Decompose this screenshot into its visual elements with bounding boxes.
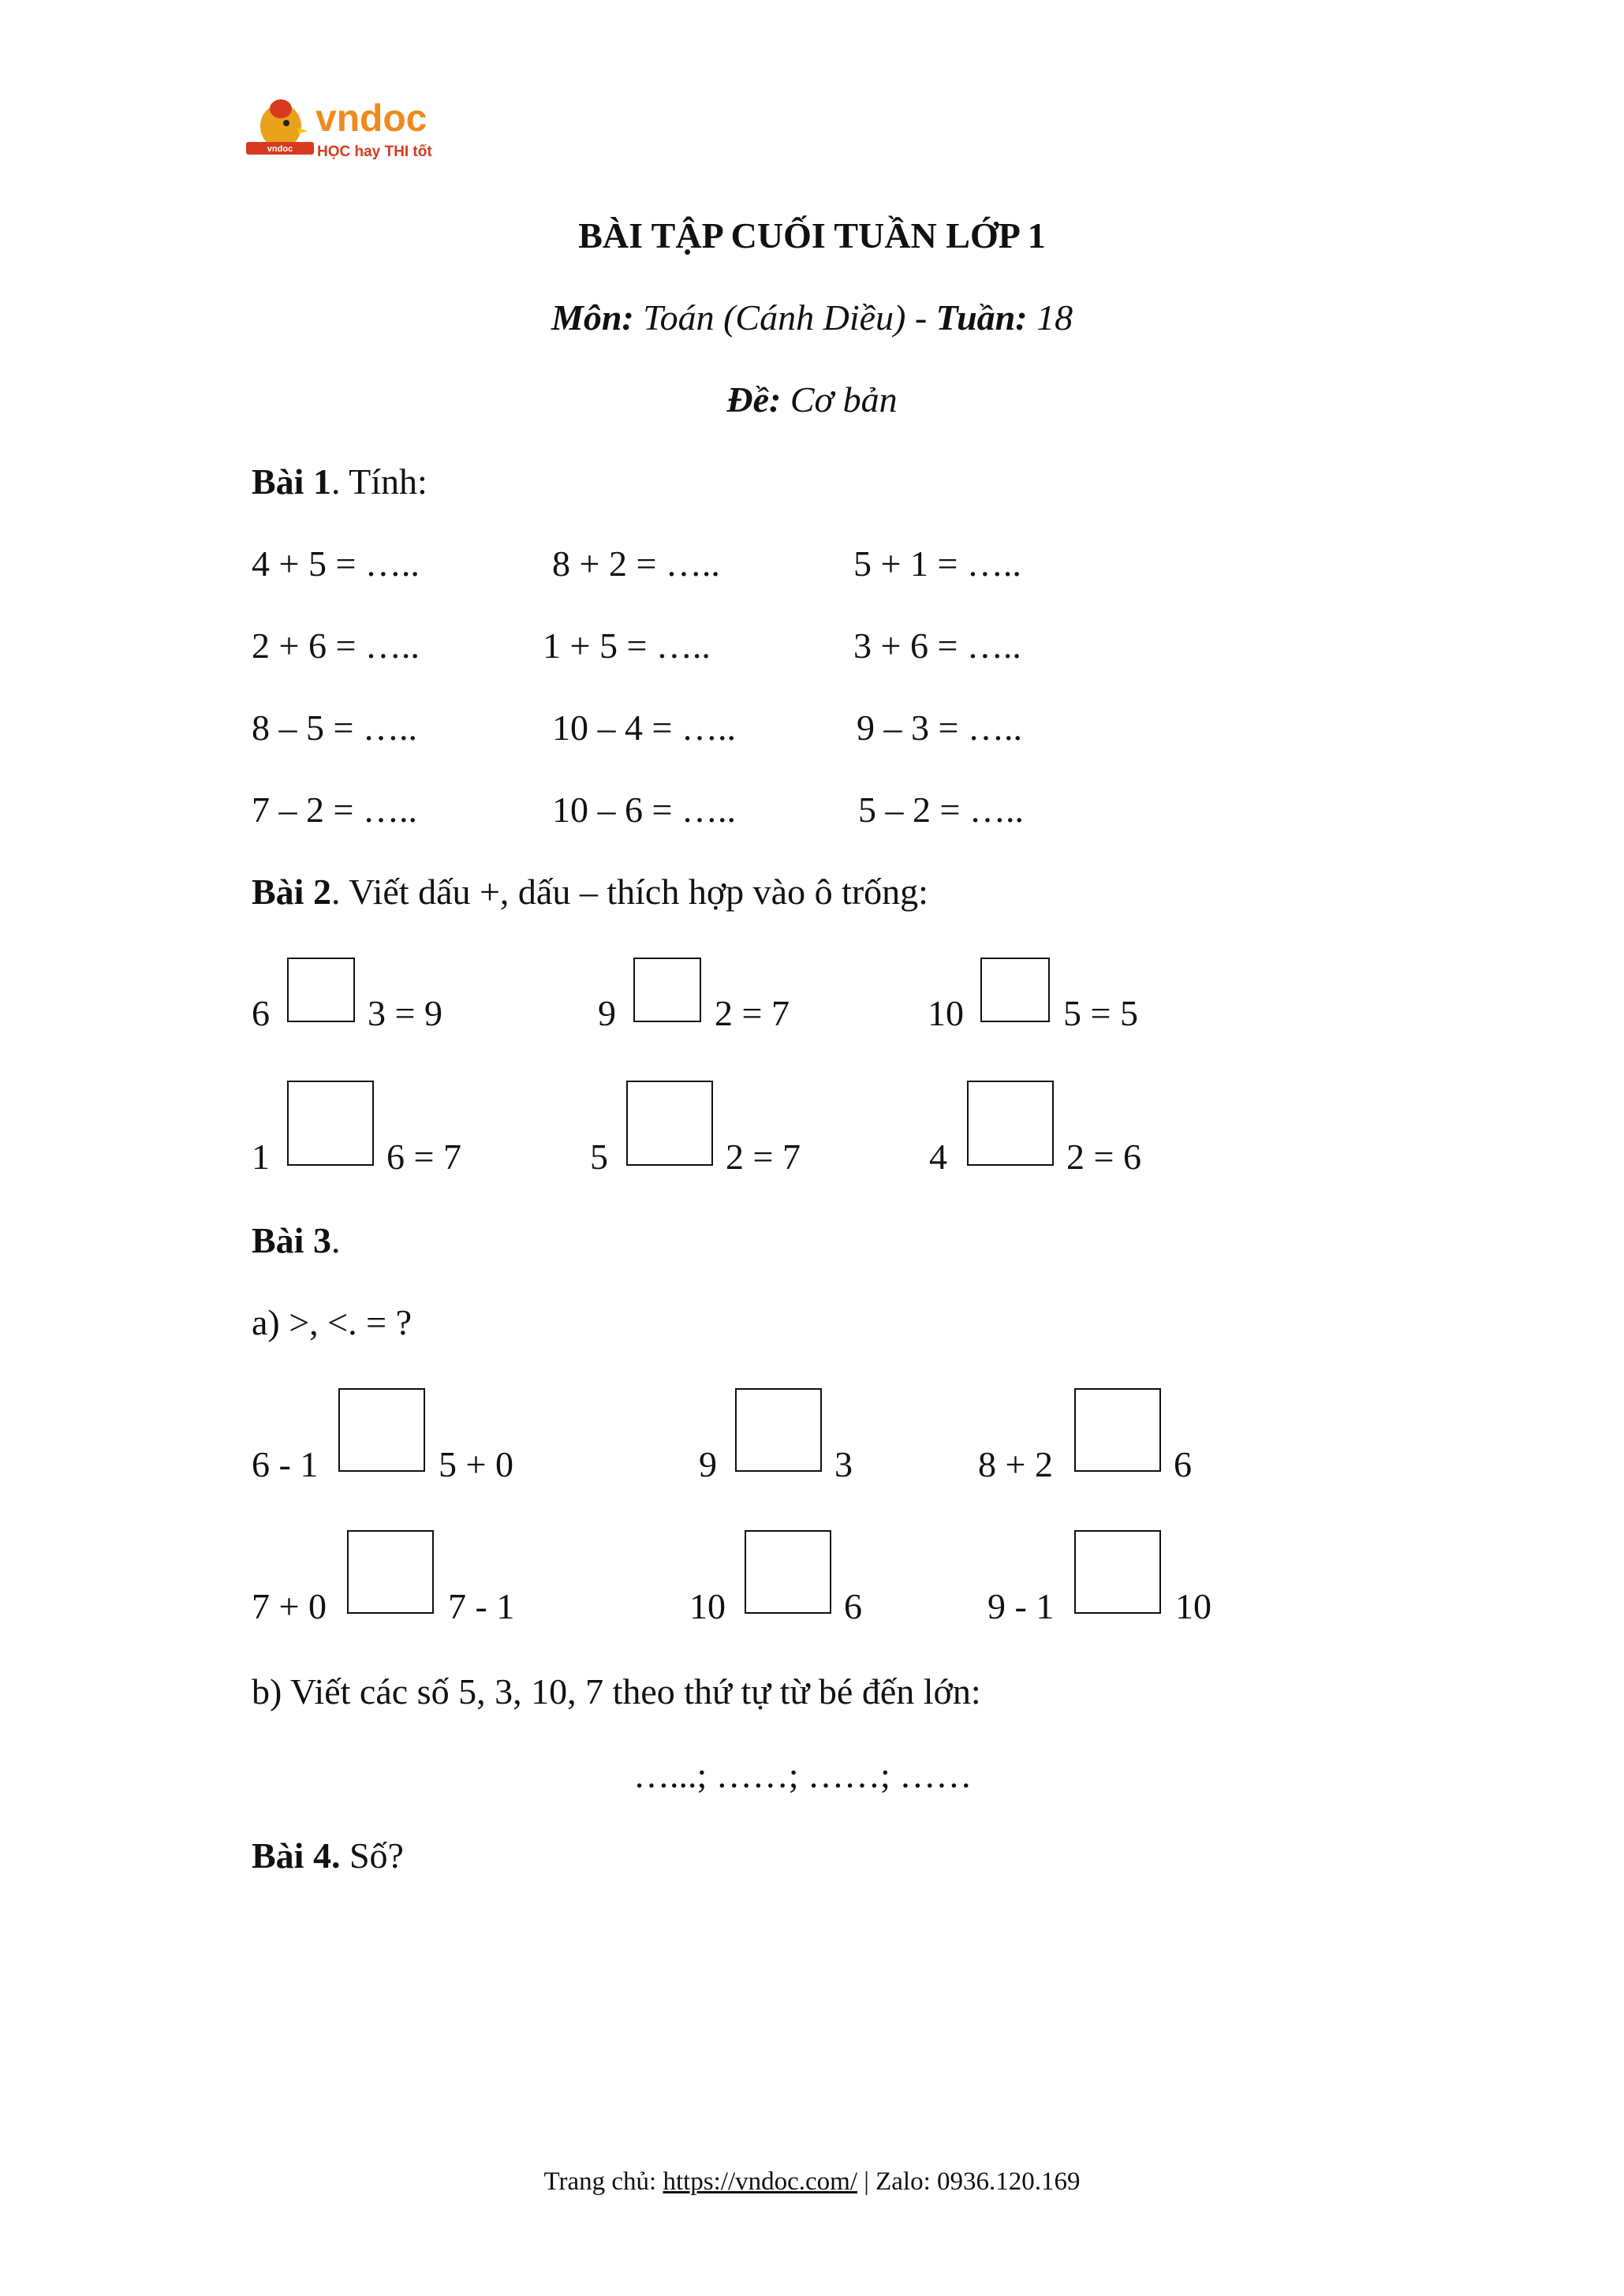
bai1-expr: 1 + 5 = ….. xyxy=(543,625,711,666)
bai2-left: 5 xyxy=(590,1137,608,1177)
page-footer xyxy=(0,2167,1624,2197)
bai1-expr: 3 + 6 = ….. xyxy=(853,625,1021,666)
bai2-right: 6 = 7 xyxy=(386,1137,461,1177)
bai1-heading: Bài 1. Tính: xyxy=(252,461,427,502)
bai2-left: 9 xyxy=(598,993,616,1033)
answer-box[interactable] xyxy=(980,958,1050,1022)
compare-box[interactable] xyxy=(338,1388,425,1472)
bai1-expr: 2 + 6 = ….. xyxy=(252,625,420,666)
bai3-left: 10 xyxy=(689,1586,726,1626)
bai3-part-a: a) >, <. = ? xyxy=(252,1302,412,1342)
bai1-expr: 5 + 1 = ….. xyxy=(853,543,1021,584)
answer-box[interactable] xyxy=(287,1081,374,1166)
bai2-right: 2 = 6 xyxy=(1066,1137,1141,1177)
footer-home-label: Trang chủ: xyxy=(543,2167,663,2196)
bai1-expr: 8 – 5 = ….. xyxy=(252,707,417,748)
subject-line xyxy=(0,297,1624,338)
bai1-expr: 5 – 2 = ….. xyxy=(858,790,1024,830)
bai3-part-b: b) Viết các số 5, 3, 10, 7 theo thứ tự từ bé đến lớn: xyxy=(252,1671,981,1712)
bai1-expr: 10 – 6 = ….. xyxy=(552,790,736,830)
chicken-mascot-icon xyxy=(243,93,456,168)
logo-tagline: HỌC hay THI tốt xyxy=(317,144,432,160)
answer-box[interactable] xyxy=(626,1081,713,1166)
bai2-right: 2 = 7 xyxy=(726,1137,801,1177)
bai4-heading: Bài 4. Số? xyxy=(252,1835,404,1876)
compare-box[interactable] xyxy=(1074,1530,1161,1614)
subject-value: Toán (Cánh Diều) - xyxy=(643,297,928,338)
footer-home-link[interactable]: https://vndoc.com/ xyxy=(663,2167,858,2196)
answer-box[interactable] xyxy=(287,958,355,1022)
bai1-expr: 7 – 2 = ….. xyxy=(252,790,417,830)
bai3-right: 6 xyxy=(1174,1444,1192,1484)
level-value: Cơ bản xyxy=(790,379,898,420)
bai1-expr: 10 – 4 = ….. xyxy=(552,707,736,748)
week-value: 18 xyxy=(1036,297,1073,338)
bai3-right: 7 - 1 xyxy=(448,1586,515,1626)
svg-text:vndoc: vndoc xyxy=(267,144,293,154)
bai1-expr: 4 + 5 = ….. xyxy=(252,543,420,584)
bai2-right: 2 = 7 xyxy=(715,993,790,1033)
bai3-right: 6 xyxy=(844,1586,862,1626)
subject-label: Môn: xyxy=(551,297,634,338)
level-label: Đề: xyxy=(726,379,782,420)
bai3-heading: Bài 3. xyxy=(252,1220,341,1260)
bai2-left: 1 xyxy=(252,1137,270,1177)
bai3-left: 9 - 1 xyxy=(987,1586,1055,1626)
level-line xyxy=(0,379,1624,420)
bai3-left: 8 + 2 xyxy=(978,1444,1053,1484)
bai3-right: 5 + 0 xyxy=(439,1444,513,1484)
bai1-expr: 8 + 2 = ….. xyxy=(552,543,720,584)
bai2-left: 4 xyxy=(929,1137,947,1177)
bai2-heading: Bài 2. Viết dấu +, dấu – thích hợp vào ô trống: xyxy=(252,872,928,912)
bai3-left: 6 - 1 xyxy=(252,1444,319,1484)
answer-box[interactable] xyxy=(633,958,701,1022)
vndoc-logo xyxy=(243,93,456,168)
answer-box[interactable] xyxy=(967,1081,1054,1166)
bai3-left: 7 + 0 xyxy=(252,1586,327,1626)
bai2-right: 3 = 9 xyxy=(368,993,442,1033)
bai2-right: 5 = 5 xyxy=(1063,993,1138,1033)
bai3-right: 10 xyxy=(1175,1586,1211,1626)
bai1-expr: 9 – 3 = ….. xyxy=(857,707,1022,748)
bai2-left: 6 xyxy=(252,993,270,1033)
bai3-answer-line[interactable]: …...; ……; ……; …… xyxy=(633,1755,973,1795)
compare-box[interactable] xyxy=(347,1530,434,1614)
compare-box[interactable] xyxy=(1074,1388,1161,1472)
bai3-left: 9 xyxy=(699,1444,717,1484)
week-label: Tuần: xyxy=(935,297,1028,338)
footer-zalo: | Zalo: 0936.120.169 xyxy=(857,2167,1081,2196)
bai2-left: 10 xyxy=(928,993,964,1033)
bai3-right: 3 xyxy=(834,1444,853,1484)
page-title: BÀI TẬP CUỐI TUẦN LỚP 1 xyxy=(578,215,1046,256)
logo-brand-text: vndoc xyxy=(315,98,427,140)
compare-box[interactable] xyxy=(735,1388,822,1472)
compare-box[interactable] xyxy=(745,1530,831,1614)
